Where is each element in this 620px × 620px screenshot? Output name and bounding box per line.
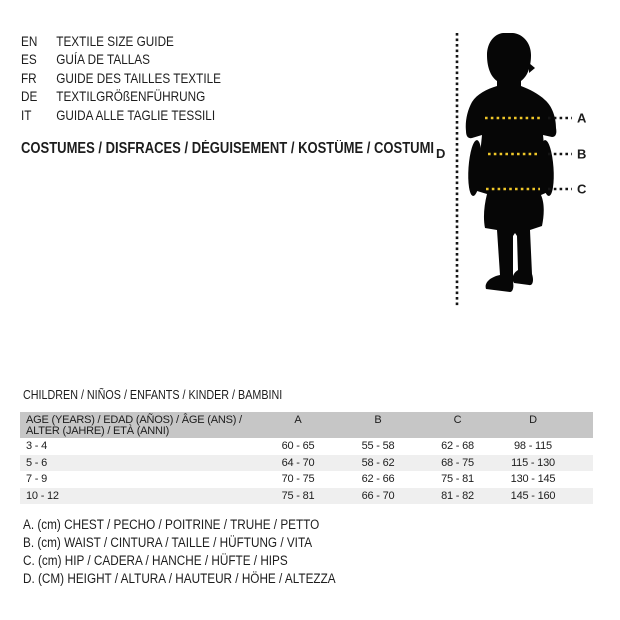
- label-waist-b: B: [577, 146, 587, 162]
- table-header-row: [20, 412, 593, 438]
- age-cell: 5 - 6: [26, 456, 48, 469]
- language-label: GUIDE DES TAILLES TEXTILE: [56, 69, 221, 86]
- list-item: [21, 50, 259, 68]
- age-column-header: [20, 412, 258, 438]
- age-cell: 3 - 4: [26, 440, 48, 452]
- hip-cell: 75 - 81: [441, 473, 474, 486]
- child-silhouette: [466, 33, 557, 292]
- language-code: EN: [21, 33, 38, 49]
- section-title: [23, 388, 324, 403]
- hip-cell: 81 - 82: [441, 489, 474, 502]
- face-nose: [529, 63, 535, 73]
- waist-cell: 55 - 58: [361, 440, 395, 452]
- language-label: GUÍA DE TALLAS: [56, 51, 150, 68]
- height-cell: 98 - 115: [514, 440, 552, 452]
- language-code: DE: [21, 88, 38, 105]
- waist-cell: 58 - 62: [361, 456, 395, 469]
- language-label: TEXTILE SIZE GUIDE: [56, 33, 174, 49]
- size-table: [20, 412, 593, 504]
- chest-cell: 64 - 70: [281, 456, 315, 469]
- age-header-line2: ALTER (JAHRE) / ETÀ (ANNI): [26, 424, 170, 437]
- height-cell: 145 - 160: [510, 489, 556, 502]
- language-code: ES: [21, 51, 37, 68]
- hip-cell: 62 - 68: [441, 440, 474, 452]
- table-row: [20, 455, 593, 472]
- list-item: [21, 69, 259, 87]
- age-cell: 7 - 9: [26, 473, 48, 486]
- waist-cell: 66 - 70: [361, 489, 395, 502]
- section-title-text: CHILDREN / NIÑOS / ENFANTS / KINDER / BAMBINI: [23, 388, 283, 402]
- chest-cell: 60 - 65: [281, 440, 315, 452]
- column-header-d: D: [529, 413, 537, 426]
- list-item: [21, 106, 259, 124]
- hip-cell: 68 - 75: [441, 456, 474, 469]
- height-cell: 130 - 145: [510, 473, 556, 486]
- category-title-text: COSTUMES / DISFRACES / DÉGUISEMENT / KOSTÜME / COSTUMI: [21, 140, 435, 157]
- label-hip-c: C: [577, 181, 587, 197]
- legend-item-height: D. (CM) HEIGHT / ALTURA / HAUTEUR / HÖHE / ALTEZZA: [23, 571, 336, 586]
- language-label: TEXTILGRÖßENFÜHRUNG: [56, 88, 206, 105]
- column-header-a: A: [294, 413, 302, 426]
- language-label: GUIDA ALLE TAGLIE TESSILI: [56, 106, 216, 123]
- legend-item-chest: A. (cm) CHEST / PECHO / POITRINE / TRUHE / PETTO: [23, 517, 320, 532]
- table-row: [20, 438, 593, 455]
- table-row: [20, 488, 593, 505]
- legend-item-hip: C. (cm) HIP / CADERA / HANCHE / HÜFTE / HIPS: [23, 553, 288, 568]
- list-item: [21, 32, 259, 50]
- legend-item-waist: B. (cm) WAIST / CINTURA / TAILLE / HÜFTUNG / VITA: [23, 535, 313, 550]
- language-code: IT: [21, 106, 32, 123]
- list-item: [21, 87, 259, 105]
- language-title-list: [21, 32, 259, 124]
- age-header-line1: AGE (YEARS) / EDAD (AÑOS) / ÂGE (ANS) /: [26, 413, 242, 426]
- measurement-figure: [430, 25, 605, 317]
- waist-cell: 62 - 66: [361, 473, 395, 486]
- chest-cell: 75 - 81: [281, 489, 315, 502]
- label-height-d: D: [436, 146, 446, 161]
- label-chest-a: A: [577, 110, 587, 126]
- language-code: FR: [21, 69, 37, 86]
- column-header-b: B: [374, 413, 382, 426]
- table-row: [20, 471, 593, 488]
- measurement-legend: [23, 516, 382, 588]
- column-header-c: C: [453, 413, 462, 426]
- height-cell: 115 - 130: [511, 456, 555, 469]
- age-cell: 10 - 12: [26, 489, 59, 502]
- chest-cell: 70 - 75: [281, 473, 315, 486]
